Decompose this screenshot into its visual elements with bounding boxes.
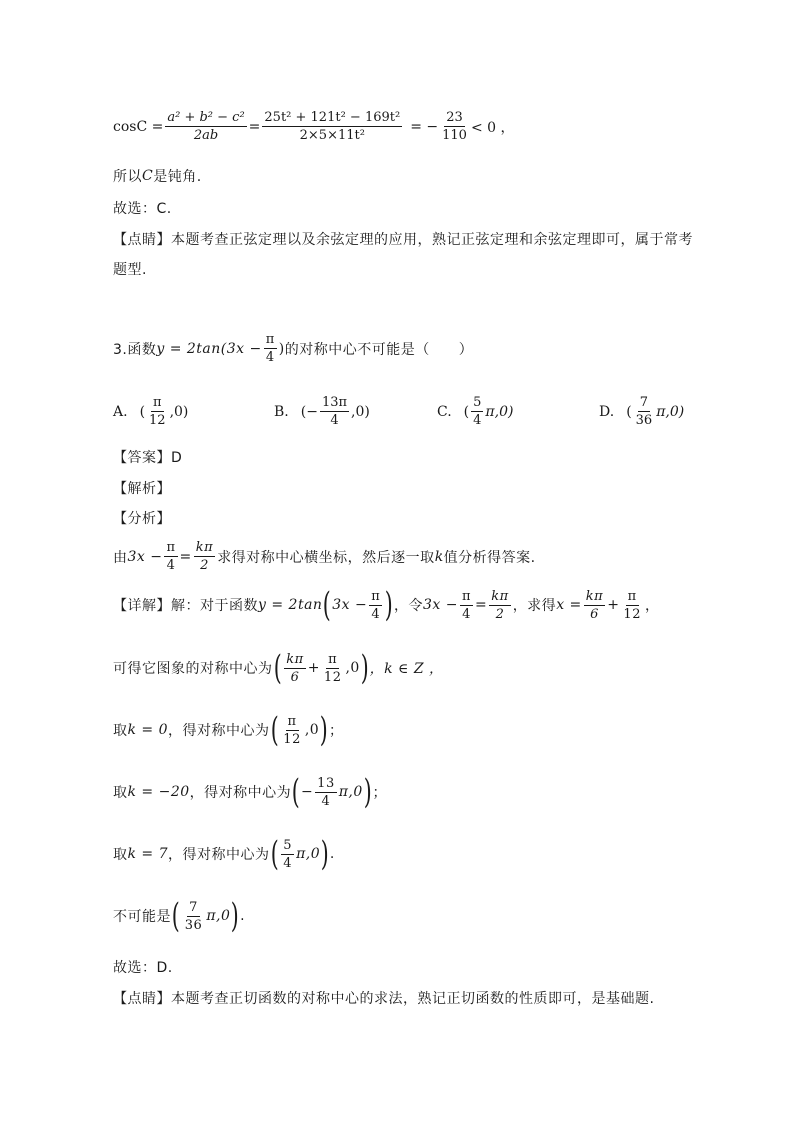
fraction-t (262, 110, 402, 143)
text: 不可能是 (113, 909, 171, 925)
expr: x = (556, 597, 582, 613)
frac-num: 7 (639, 395, 649, 410)
text: ，得对称中心为 (189, 785, 292, 801)
text: 求得对称中心横坐标，然后逐一取 (217, 549, 435, 566)
paren-close: ) (384, 585, 394, 625)
expr: 3x − (332, 597, 368, 613)
frac-num: 5 (473, 395, 482, 410)
frac-num: 5 (283, 837, 293, 853)
frac-num: 25t² + 121t² − 169t² (264, 110, 401, 125)
fraction (281, 714, 303, 747)
option-label: B. (274, 403, 289, 420)
frac-num: 13 (317, 775, 335, 791)
equals-neg: = − (410, 118, 439, 135)
option-label: A. (113, 403, 128, 420)
comment-2: 【点睛】本题考查正切函数的对称中心的求法，熟记正切函数的性质即可，是基础题. (113, 991, 655, 1007)
option-label: C. (437, 403, 452, 420)
question-number: 3.函数 (113, 341, 157, 358)
cos-c-lhs: cosC = (113, 118, 164, 135)
paren: ( (463, 403, 470, 420)
text: 可得它图象的对称中心为 (113, 661, 273, 677)
option-d[interactable] (599, 395, 684, 428)
question-3 (113, 332, 473, 365)
paren-open: ( (270, 710, 279, 750)
fenxi-label: 【分析】 (113, 511, 171, 527)
tail: ,0 (304, 722, 320, 738)
paren-open: ( (273, 648, 282, 688)
equals: = (248, 118, 261, 135)
paren: ( (626, 403, 632, 420)
frac-den: 12 (623, 606, 641, 622)
frac-den: 12 (283, 731, 301, 747)
frac-den: 4 (371, 606, 381, 622)
function-expr: y = 2tan(3x − (156, 340, 262, 357)
tail: π,0 (296, 846, 321, 862)
frac-den: 4 (283, 855, 293, 871)
frac-num: kπ (491, 588, 509, 604)
text: ，令 (394, 598, 423, 614)
text: ，得对称中心为 (168, 847, 270, 863)
comment-1-line-2: 题型. (113, 262, 147, 278)
paren-open: ( (171, 896, 181, 936)
comment-1-line-1: 【点睛】本题考查正弦定理以及余弦定理的应用，熟记正弦定理和余弦定理即可，属于常考 (113, 232, 693, 248)
text: . (240, 908, 246, 924)
expr: 3x − (423, 597, 458, 613)
text: 取 (113, 785, 128, 801)
frac-den: 36 (184, 917, 203, 933)
frac-den: 2 (495, 606, 505, 622)
obtuse-statement (113, 166, 202, 186)
frac-den: 4 (473, 413, 482, 428)
fraction-abc (165, 110, 246, 143)
paren-open: ( (323, 585, 332, 625)
text: ，求得 (512, 598, 557, 614)
text: 取 (113, 847, 128, 863)
frac-den: 36 (635, 413, 653, 428)
frac-den: 6 (590, 606, 599, 622)
paren-close: ) (278, 340, 285, 357)
frac-num: 23 (446, 110, 463, 125)
frac-num: kπ (286, 651, 304, 667)
option-label: D. (599, 403, 615, 420)
paren-close: ) (360, 648, 369, 688)
paren-close: ) (319, 710, 329, 750)
frac-den: 12 (149, 413, 166, 428)
var-c: C (142, 168, 154, 184)
frac-num: π (265, 332, 275, 347)
frac-den: 4 (166, 558, 176, 573)
option-a[interactable] (113, 395, 188, 428)
text: 由 (113, 549, 128, 566)
text: ； (372, 785, 388, 801)
k-value: k = 7 (127, 846, 169, 862)
option-b[interactable] (274, 395, 370, 428)
frac-num: π (153, 395, 162, 410)
frac-num: π (287, 713, 297, 729)
frac-num: π (461, 588, 472, 604)
text: . (329, 846, 335, 862)
tail: ,0 (345, 660, 360, 676)
k-equals-7 (113, 834, 335, 874)
choice-2: 故选：D. (113, 960, 173, 976)
frac-num: a² + b² − c² (167, 110, 245, 125)
fraction (471, 395, 483, 428)
fraction (194, 540, 215, 573)
text: ， (644, 598, 660, 614)
fraction (183, 900, 205, 933)
k-value: k = −20 (127, 784, 190, 800)
detail-line (113, 585, 660, 625)
fraction (460, 589, 473, 622)
fraction (634, 395, 655, 428)
tail: π,0) (656, 403, 685, 420)
frac-den: 6 (290, 669, 300, 685)
tail: ,0) (169, 403, 189, 420)
fraction (320, 395, 349, 428)
frac-den: 4 (330, 413, 339, 428)
paren-close: ) (363, 772, 372, 812)
minus: − (300, 784, 314, 800)
condition: ，k ∈ Z ， (369, 661, 444, 677)
cos-c-equation (113, 110, 515, 143)
frac-den: 12 (323, 669, 342, 685)
paren-close: ) (231, 896, 240, 936)
function-expr: y = 2tan (258, 597, 323, 613)
fraction (147, 395, 168, 428)
frac-num: π (371, 588, 381, 604)
fraction (584, 589, 605, 622)
equals: = (475, 597, 488, 613)
paren-open: ( (291, 772, 301, 812)
frac-den: 2ab (193, 128, 219, 143)
fraction-pi-4 (264, 332, 277, 365)
tail: ,0) (351, 403, 370, 420)
plus: + (307, 660, 320, 676)
equals: = (179, 548, 192, 565)
text: 值分析得答案. (443, 549, 536, 566)
frac-num: π (328, 651, 338, 667)
text: ，得对称中心为 (168, 723, 270, 739)
fenxi-body (113, 540, 536, 573)
frac-num: kπ (585, 588, 604, 604)
center-line (113, 648, 444, 688)
frac-num: 7 (189, 899, 198, 915)
frac-den: 4 (462, 606, 471, 622)
plus: + (607, 597, 620, 613)
question-stem: 的对称中心不可能是（ ） (284, 341, 474, 358)
frac-num: 13π (321, 395, 348, 410)
frac-den: 4 (265, 350, 275, 365)
frac-num: π (627, 588, 637, 604)
frac-den: 4 (321, 793, 331, 809)
expr: 3x − (127, 548, 163, 565)
paren: ( (139, 403, 146, 420)
impossible-center (113, 896, 246, 936)
fraction (489, 589, 510, 622)
analysis-label: 【解析】 (113, 481, 171, 497)
frac-den: 2 (200, 558, 209, 573)
fraction (621, 589, 643, 622)
less-than-zero: < 0 ， (470, 119, 515, 136)
k-value: k = 0 (127, 722, 169, 738)
tail: π,0 (338, 784, 363, 800)
k-equals-0 (113, 710, 344, 750)
fraction (369, 589, 382, 622)
choice-1: 故选：C. (113, 201, 172, 217)
fraction (281, 838, 294, 871)
answer-label: 【答案】D (113, 450, 183, 466)
text: 所以 (113, 169, 142, 185)
text: ； (328, 723, 344, 739)
frac-num: π (166, 540, 176, 555)
fraction (315, 776, 337, 809)
k-equals-neg-20 (113, 772, 388, 812)
tail: π,0 (206, 908, 231, 924)
fraction-result (440, 110, 469, 143)
frac-den: 110 (442, 128, 467, 143)
fraction (284, 652, 305, 685)
text: 取 (113, 723, 128, 739)
var-k: k (434, 548, 444, 565)
fraction (164, 540, 177, 573)
fraction (322, 652, 344, 685)
paren-close: ) (320, 834, 330, 874)
option-c[interactable] (437, 395, 513, 428)
tail: π,0) (485, 403, 514, 420)
paren-open: ( (270, 834, 279, 874)
frac-num: kπ (195, 540, 214, 555)
frac-den: 2×5×11t² (299, 128, 365, 143)
text: 【详解】解：对于函数 (113, 598, 258, 614)
paren: (− (300, 403, 318, 420)
text: 是钝角. (153, 169, 202, 185)
